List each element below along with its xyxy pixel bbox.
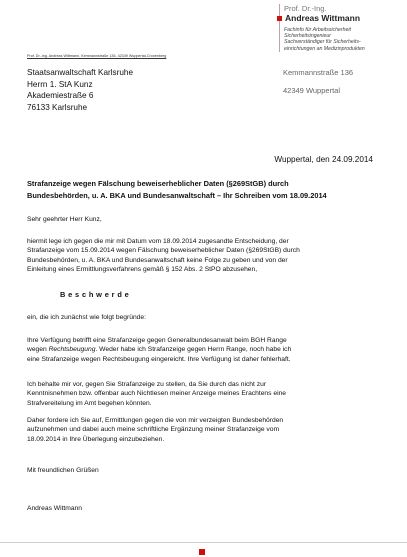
subject [27, 178, 379, 201]
text-run: . Weder habe ich Strafanzeige gegen Herrn Range, noch habe ich [95, 346, 292, 354]
recipient-line: 76133 Karlsruhe [27, 102, 88, 112]
recipient-address [27, 67, 133, 113]
text-line: eine Strafanzeige wegen Rechtsbeugung eingereicht. Ihre Verfügung ist daher fehlerhaft. [27, 355, 291, 363]
text-line: Strafvereitelung im Amt begehen könnten. [27, 399, 152, 407]
red-square-icon [277, 16, 282, 21]
qualification-line: Fachinfo für Arbeitssicherheit [284, 27, 351, 33]
emphasis-text: Rechtsbeugung [48, 346, 96, 354]
text-line: Einleitung eines Ermittlungsverfahrens gemäß § 152 Abs. 2 StPO abzusehen, [27, 266, 258, 274]
qualification-line: Sicherheitsingenieur [284, 33, 332, 40]
letterhead-street: Kemmannstraße 136 [283, 68, 354, 77]
letter-date: Wuppertal, den 24.09.2014 [274, 155, 373, 164]
letterhead-title: Prof. Dr.-Ing. [284, 4, 327, 13]
letterhead-name-row [284, 13, 407, 24]
subject-line: Strafanzeige wegen Fälschung beweiserheblicher Daten (§269StGB) durch [27, 179, 289, 188]
text-line: aufzunehmen und dabei auch meine schriftliche Ergänzung meiner Strafanzeige vom [27, 426, 280, 434]
text-run: wegen [27, 346, 49, 354]
recipient-line: Herrn 1. StA Kunz [27, 79, 93, 89]
signature: Andreas Wittmann [27, 505, 83, 512]
salutation: Sehr geehrter Herr Kunz, [27, 216, 102, 223]
red-square-icon [199, 549, 205, 555]
text-line [27, 345, 379, 354]
text-line: hiermit lege ich gegen die mir mit Datum vom 18.09.2014 zugesandte Entscheidung, der [27, 238, 289, 245]
sender-return-address: Prof. Dr.-Ing. Andreas Wittmann, Kemmannstraße 136, 42349 Wuppertal-Cronenberg [27, 54, 167, 58]
text-line: Ihre Verfügung betrifft eine Strafanzeige gegen Generalbundesanwalt beim BGH Range [27, 337, 287, 344]
footer-divider [0, 542, 407, 543]
paragraph-3 [27, 336, 379, 364]
qualification-line: Sachverständiger für Sicherheits- [284, 39, 361, 46]
paragraph-2: ein, die ich zunächst wie folgt begründe: [27, 314, 146, 321]
text-line: Kenntnisnehmen bzw. offenbar auch Nichtlesen meiner Anzeige meines Erachtens eine [27, 390, 286, 398]
letterhead-city: 42349 Wuppertal [283, 86, 340, 95]
paragraph-5 [27, 416, 379, 444]
recipient-line: Akademiestraße 6 [27, 91, 94, 100]
letterhead [279, 4, 407, 52]
subject-line: Bundesbehörden, u. A. BKA und Bundesanwaltschaft – Ihr Schreiben vom 18.09.2014 [27, 190, 327, 200]
text-line: Strafanzeige vom 15.09.2014 wegen Fälschung beweiserheblicher Daten (§269StGB) durch [27, 247, 300, 255]
closing: Mit freundlichen Grüßen [27, 467, 99, 474]
qualification-line: einrichtungen an Medizinprodukten [284, 45, 365, 52]
paragraph-1 [27, 237, 379, 275]
recipient-line: Staatsanwaltschaft Karlsruhe [27, 68, 134, 77]
text-line: Ich behalte mir vor, gegen Sie Strafanzeige zu stellen, da Sie durch das nicht zur [27, 381, 267, 388]
paragraph-4 [27, 380, 379, 408]
text-line: Bundesbehörden, u. A. BKA und Bundesanwaltschaft keine Folge zu geben und von der [27, 256, 288, 264]
text-line: Daher fordere ich Sie auf, Ermittlungen gegen die von mir verzeigten Bundesbehörden [27, 417, 284, 424]
letterhead-qualifications [284, 27, 389, 52]
section-heading: Beschwerde [60, 290, 132, 299]
text-line: 18.09.2014 in Ihre Überlegung einzubeziehen. [27, 435, 165, 443]
letterhead-name: Andreas Wittmann [285, 13, 361, 23]
